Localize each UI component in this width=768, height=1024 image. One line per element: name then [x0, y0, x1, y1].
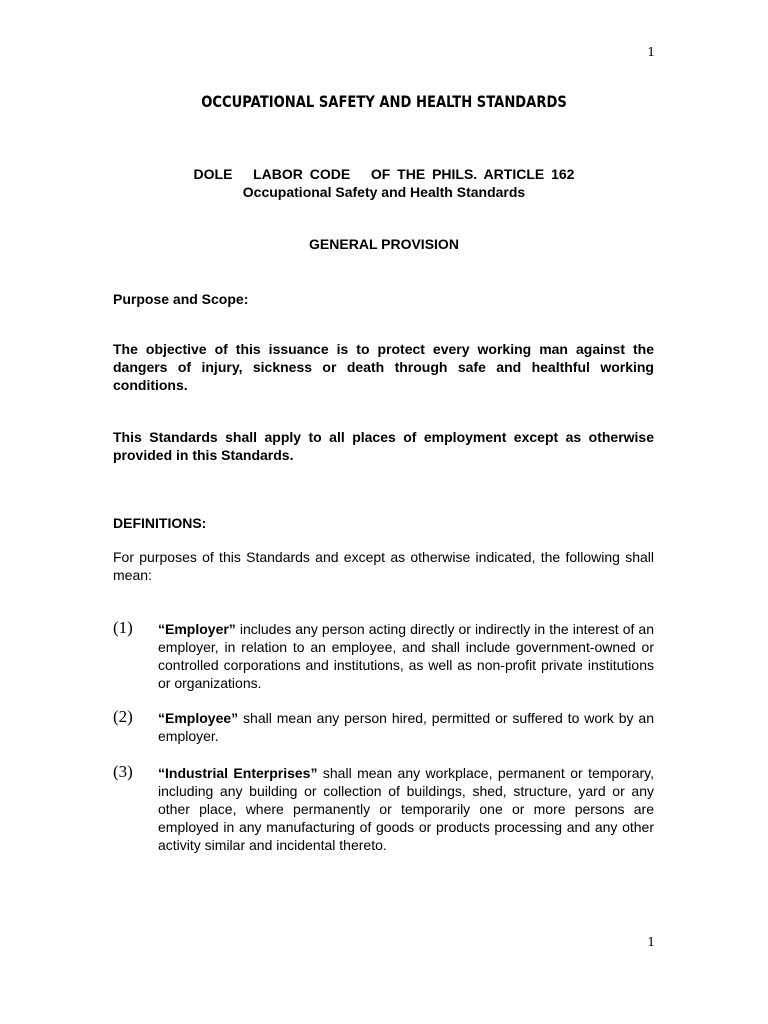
definition-term: “Industrial Enterprises”	[158, 765, 318, 781]
subtitle-line-2: Occupational Safety and Health Standards	[242, 184, 526, 200]
purpose-heading: Purpose and Scope:	[113, 291, 249, 307]
page-number-top: 1	[647, 45, 655, 59]
definition-term: “Employer”	[158, 621, 236, 637]
purpose-paragraph-2: This Standards shall apply to all places of employment except as otherwise provided in this Standards.	[113, 429, 654, 463]
definition-body: shall mean any person hired, permitted or suffered to work by an employer.	[158, 710, 654, 744]
definition-text	[158, 709, 654, 745]
definition-number: (1)	[113, 618, 133, 637]
definition-term: “Employee”	[158, 710, 239, 726]
section-heading: GENERAL PROVISION	[309, 236, 459, 252]
definitions-intro: For purposes of this Standards and except as otherwise indicated, the following shall mean:	[113, 549, 654, 583]
purpose-paragraph-1: The objective of this issuance is to protect every working man against the dangers of injury, sickness or death through safe and healthful working conditions.	[113, 341, 654, 393]
definition-body: includes any person acting directly or indirectly in the interest of an employer, in relation to an employee, and shall include government-owned or controlled corporations and institutions, as well as non-profit private institutions or organizations.	[158, 621, 654, 691]
definition-text	[158, 620, 654, 692]
definition-body: shall mean any workplace, permanent or temporary, including any building or collection of buildings, shed, structure, yard or any other place, where permanently or temporarily one or more persons are employed in any manufacturing of goods or products processing and any other activity similar and incidental thereto.	[158, 765, 654, 853]
definitions-heading: DEFINITIONS:	[113, 515, 207, 531]
page-number-bottom: 1	[647, 935, 655, 949]
definition-text	[158, 764, 654, 854]
subtitle-line-1: DOLE LABOR CODE OF THE PHILS. ARTICLE 162	[193, 166, 575, 182]
definition-number: (2)	[113, 707, 133, 726]
definition-number: (3)	[113, 762, 133, 781]
document-title: OCCUPATIONAL SAFETY AND HEALTH STANDARDS	[201, 92, 567, 111]
